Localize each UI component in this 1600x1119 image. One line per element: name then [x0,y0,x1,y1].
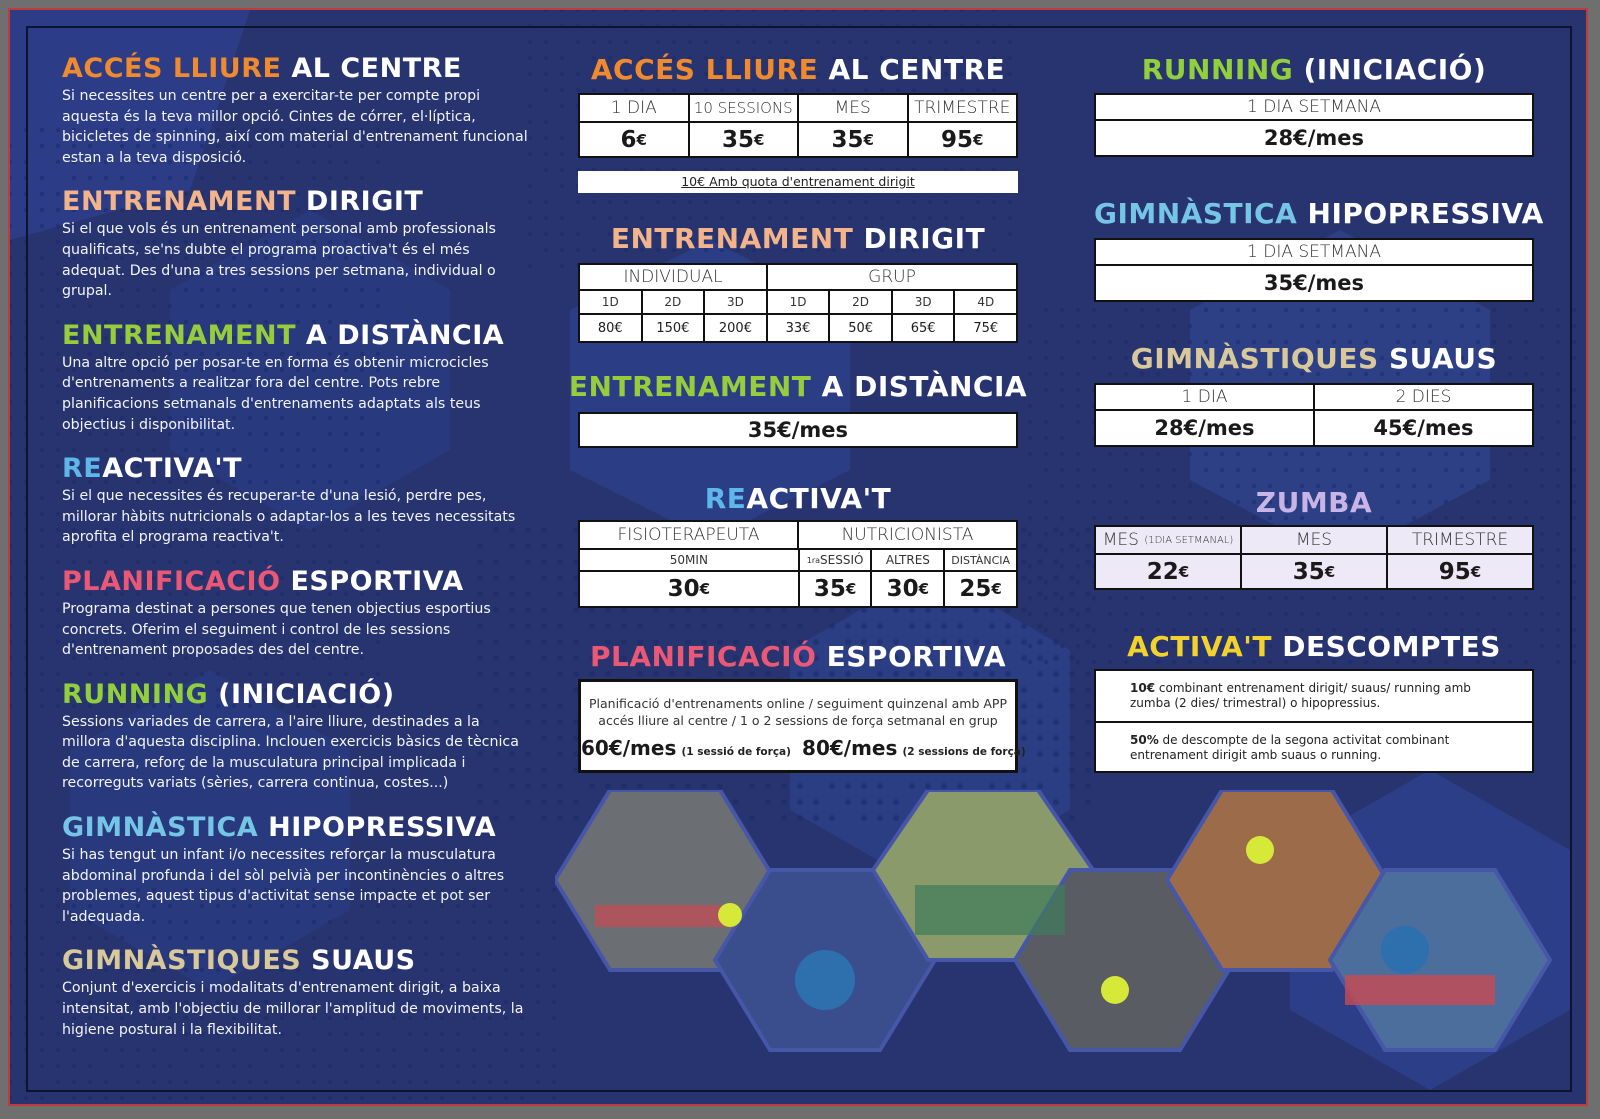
heading-rest: SUAUS [1388,342,1498,375]
acces-heading [578,53,1018,86]
sub-head: 3D [705,291,768,313]
sub-head: ALTRES [872,550,945,570]
zumba-heading: ZUMBA [1255,486,1373,519]
acces-note: 10€ Amb quota d'entrenament dirigit [578,171,1018,193]
price-cell: 65€ [893,315,956,341]
planif-price-2: 80€/mes [802,736,898,760]
desc-hipopressiva [62,811,532,927]
col-head: 2 DIES [1395,387,1452,407]
heading-rest: A DISTÀNCIA [821,370,1028,403]
heading-rest: ESPORTIVA [290,565,464,597]
heading-rest: DIRIGIT [863,222,986,255]
price-cell: 150€ [643,315,706,341]
col-head: TRIMESTRE [1411,530,1509,550]
reactivat-heading [578,482,1018,515]
sub-head: 50MIN [580,550,800,570]
heading-highlight: GIMNÀSTICA [62,812,259,844]
heading-rest: HIPOPRESSIVA [268,812,497,844]
price-cell: 25 € [959,576,1002,602]
planif-heading [568,640,1028,673]
col-head: 1 DIA [580,95,690,121]
col-head: 1 DIA SETMANA [1247,242,1381,262]
price-cell: 35€/mes [747,418,849,442]
heading-rest: DESCOMPTES [1282,630,1501,663]
distancia-heading [568,370,1028,403]
sub-head: DISTÀNCIA [951,553,1011,567]
group-head: NUTRICIONISTA [841,525,974,545]
col-head: MES [1242,527,1388,553]
price-cell: 200€ [705,315,768,341]
heading-highlight: PLANIFICACIÓ [589,640,817,673]
heading-rest: ESPORTIVA [826,640,1007,673]
discount-1: 10€ combinant entrenament dirigit/ suaus/ running amb zumba (2 dies/ trimestral) o hipopressius. [1096,671,1532,723]
heading-rest: ACTIVA'T [102,453,243,485]
description-text: Si necessites un centre per a exercitar-te per compte propi aquesta és la teva millor opció. Cintes de córrer, el·líptica, bicicletes de spinning, així com material d'entrenament funcional estan a la teva disposició. [62,88,528,166]
zumba-price-table [1094,525,1534,590]
description-text: Si has tengut un infant i/o necessites reforçar la musculatura abdominal profunda i del sòl pelvià per incontinències o altres problemes, aquest tipus d'activitat sense impacte et pot ser l'adequada. [62,847,505,925]
planif-line-1: Planificació d'entrenaments online / seguiment quinzenal amb APP [588,696,1008,711]
heading-highlight: ACTIVA'T [1127,630,1272,663]
description-text: Si el que vols és un entrenament personal amb professionals qualificats, se'ns dubte el programa proactiva't és el més adequat. Des d'una a tres sessions per setmana, individual o grupal. [62,221,496,300]
running-price-table [1094,93,1534,157]
discount-2: 50% de descompte de la segona activitat combinant entrenament dirigit amb suaus o running. [1130,733,1450,762]
planif-line-2: accés lliure al centre / 1 o 2 sessions de força setmanal en grup [598,713,998,728]
desc-entrenament-distancia [62,319,532,435]
price-cell: 45€/mes [1373,416,1474,440]
heading-highlight: ENTRENAMENT [62,186,297,218]
desc-suaus [62,944,532,1040]
price-cell: 22 € [1096,555,1242,588]
running-heading [1094,53,1534,86]
heading-highlight: GIMNÀSTIQUES [1130,342,1379,375]
desc-planificacio [62,565,532,661]
heading-highlight: RE [62,453,103,485]
suaus-price-table [1094,383,1534,447]
desc-reactivat [62,452,532,548]
desc-acces-lliure [62,52,532,168]
price-cell: 35 € [799,123,909,156]
heading-rest: ACTIVA'T [746,482,892,515]
col-head: MES [799,95,909,121]
descomptes-heading [1094,630,1534,663]
planif-price-1-note: (1 sessió de força) [681,746,791,758]
price-cell: 35 € [690,123,800,156]
group-head: FISIOTERAPEUTA [580,522,799,548]
heading-highlight: ENTRENAMENT [568,370,812,403]
dirigit-price-table [578,263,1018,343]
price-cell: 30 € [580,572,800,606]
desc-running [62,678,532,794]
suaus-heading [1094,342,1534,375]
price-cell: 35€/mes [1263,271,1365,295]
col-head: MES (1DIA SETMANAL) [1096,527,1242,553]
price-cell: 33€ [768,315,831,341]
sub-head: 1ra SESSIÓ [800,550,873,570]
col-head: TRIMESTRE [914,98,1011,118]
price-cell: 28€/mes [1096,411,1315,445]
description-text: Conjunt d'exercicis i modalitats d'entrenament dirigit, a baixa intensitat, amb l'objectiu de millorar l'amplitud de moviments, la higiene postural i la flexibilitat. [62,980,524,1038]
description-text: Sessions variades de carrera, a l'aire lliure, destinades a la millora d'aquesta disciplina. Inclouen exercicis bàsics de tècnica de carrera, reforç de la musculatura principal implicada i recorreguts variats (sèries, carrera continua, costes...) [62,713,519,792]
planif-box [578,679,1026,773]
heading-rest: DIRIGIT [305,186,424,218]
dirigit-heading [578,222,1018,255]
desc-entrenament-dirigit [62,185,532,301]
heading-highlight: GIMNÀSTIQUES [62,945,302,977]
price-cell: 6 € [580,123,690,156]
distancia-price-table [578,412,1018,448]
col-head: 10 SESSIONS [690,95,800,121]
sub-head: 4D [977,295,995,309]
price-cell: 30 € [872,572,945,606]
group-head: INDIVIDUAL [580,265,768,289]
sub-head: 2D [830,291,893,313]
sub-head: 1D [768,291,831,313]
price-cell: 28€/mes [1263,126,1365,150]
group-head: GRUP [868,267,916,287]
heading-rest: SUAUS [311,945,416,977]
heading-rest: (INICIACIÓ) [218,678,395,710]
acces-price-table [578,93,1018,158]
heading-highlight: ACCÉS LLIURE [62,53,282,84]
price-cell: 35 € [800,572,873,606]
planif-price-1: 60€/mes [581,736,677,760]
heading-rest: AL CENTRE [291,53,462,84]
heading-highlight: ENTRENAMENT [62,319,297,351]
heading-highlight: RE [704,482,747,515]
planif-price-2-note: (2 sessions de força) [902,746,1026,758]
heading-rest: (INICIACIÓ) [1303,53,1487,86]
description-text: Una altre opció per posar-te en forma és obtenir microcicles d'entrenaments a realitzar fora del centre. Pots rebre planificacions setmanals d'entrenaments adaptats als teus objectius i disponibilitat. [62,354,489,433]
hipo-price-table [1094,238,1534,302]
price-cell: 75€ [973,320,999,336]
price-cell: 95 € [1438,558,1482,585]
heading-highlight: ACCÉS LLIURE [590,53,819,86]
heading-highlight: ENTRENAMENT [610,222,854,255]
description-text: Si el que necessites és recuperar-te d'una lesió, perdre pes, millorar hàbits nutricionals o adaptar-los a les teves necessitats aprofita el programa reactiva't. [62,488,516,546]
hipo-heading [1094,197,1544,230]
heading-highlight: RUNNING [1141,53,1294,86]
sub-head: 2D [643,291,706,313]
heading-rest: AL CENTRE [828,53,1006,86]
price-cell: 95 € [941,126,984,153]
col-head: 1 DIA [1096,385,1315,409]
heading-rest: HIPOPRESSIVA [1307,197,1544,230]
photo-collage [555,790,1555,1080]
price-cell: 35 € [1242,555,1388,588]
reactivat-price-table [578,520,1018,608]
sub-head: 1D [580,291,643,313]
descomptes-box [1094,669,1534,773]
heading-rest: A DISTÀNCIA [305,319,505,351]
price-cell: 50€ [830,315,893,341]
sub-head: 3D [893,291,956,313]
price-cell: 80€ [580,315,643,341]
col-head: 1 DIA SETMANA [1247,97,1381,117]
heading-highlight: RUNNING [62,678,209,710]
heading-highlight: GIMNÀSTICA [1094,197,1298,230]
description-text: Programa destinat a persones que tenen objectius esportius concrets. Oferim el seguiment i control de les sessions d'entrenament proposades des del centre. [62,600,491,659]
descriptions-column [62,52,532,1057]
heading-highlight: PLANIFICACIÓ [62,565,281,597]
